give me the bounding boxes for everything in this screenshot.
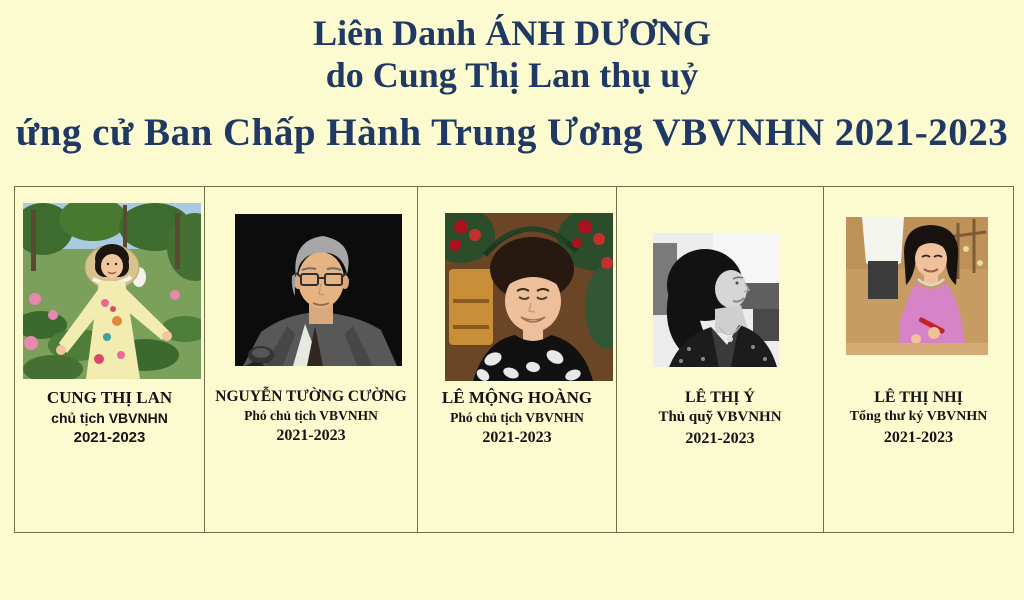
poster-header [0, 12, 1024, 155]
candidate-card-cung-thi-lan [15, 187, 204, 532]
candidate-role: chủ tịch VBVNHN [51, 410, 168, 427]
photo-le-thi-nhi [846, 217, 988, 355]
face [715, 270, 747, 308]
candidate-term: 2021-2023 [73, 428, 146, 446]
candidate-term: 2021-2023 [685, 429, 755, 447]
photo-le-thi-y [653, 233, 779, 367]
candidate-role: Phó chủ tịch VBVNHN [450, 410, 584, 426]
title-line-3: ứng cử Ban Chấp Hành Trung Ương VBVNHN 2021-2023 [15, 110, 1009, 154]
candidates-table [14, 186, 1014, 533]
candidate-role: Tổng thư ký VBVNHN [849, 409, 988, 425]
person-in-white-shirt [862, 217, 904, 267]
candidate-card-le-thi-nhi [823, 187, 1013, 532]
candidate-card-le-thi-y [616, 187, 823, 532]
candidate-card-nguyen-tuong-cuong [204, 187, 417, 532]
face [101, 254, 123, 278]
candidate-role: Phó chủ tịch VBVNHN [244, 408, 378, 424]
candidate-name: CUNG THỊ LAN [46, 388, 173, 407]
photo-cung-thi-lan [23, 203, 201, 379]
title-line-2: do Cung Thị Lan thụ uỷ [325, 55, 699, 96]
candidate-name: LÊ THỊ NHỊ [874, 389, 963, 406]
face [298, 252, 344, 308]
candidate-term: 2021-2023 [482, 429, 552, 447]
candidate-name: NGUYỄN TƯỜNG CƯỜNG [215, 388, 407, 405]
candidate-name: LÊ MỘNG HOÀNG [441, 388, 593, 407]
photo-nguyen-tuong-cuong [235, 214, 402, 366]
candidate-term: 2021-2023 [276, 427, 346, 445]
candidate-name: LÊ THỊ Ý [685, 389, 755, 406]
photo-le-mong-hoang [445, 213, 613, 381]
title-line-1: Liên Danh ÁNH DƯƠNG [313, 13, 711, 53]
candidate-term: 2021-2023 [883, 428, 954, 446]
candidate-role: Thủ quỹ VBVNHN [658, 409, 782, 426]
candidate-card-le-mong-hoang [417, 187, 616, 532]
